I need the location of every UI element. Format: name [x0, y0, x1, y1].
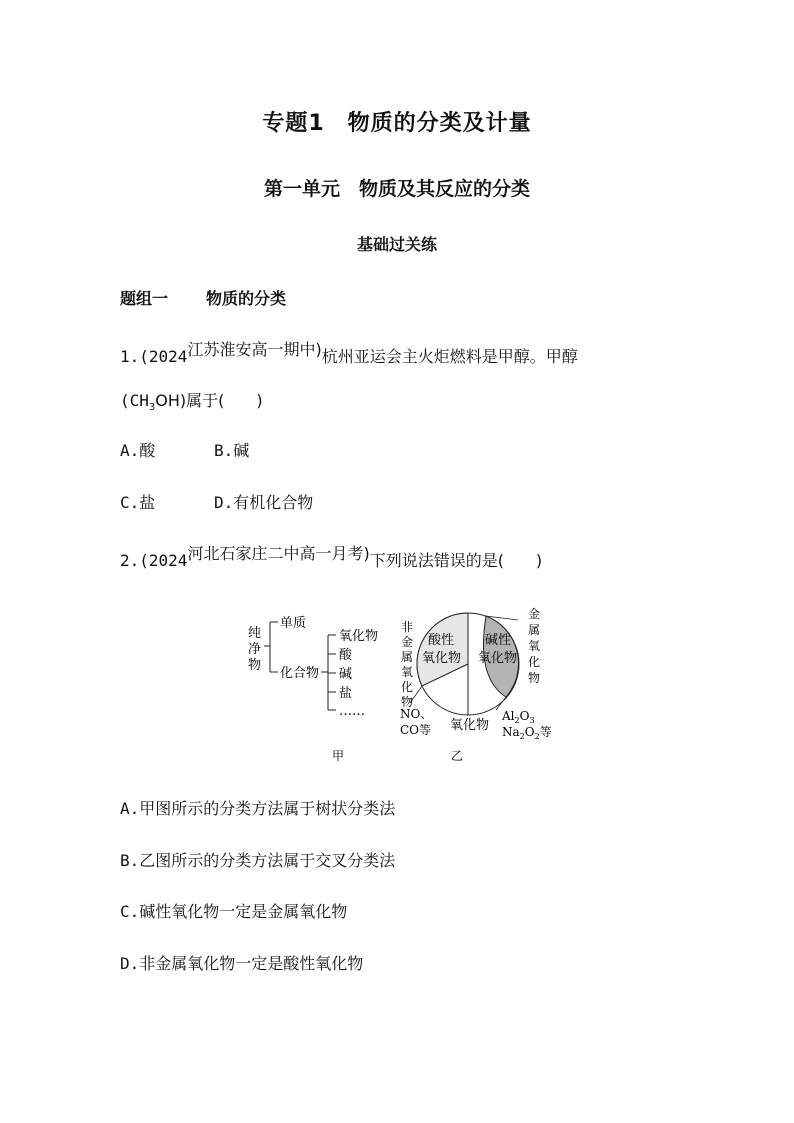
yi-no-label: NO、: [400, 707, 433, 721]
q1-option-b[interactable]: [214, 438, 249, 461]
question-2-line-1: [120, 544, 543, 571]
option-label: C.: [120, 902, 140, 921]
group-number: 题组一: [120, 289, 169, 308]
q1-formula-sub: 3: [148, 402, 156, 414]
q1-option-c[interactable]: [120, 490, 155, 513]
q1-number: 1.: [120, 347, 140, 366]
q1-option-a[interactable]: [120, 438, 155, 461]
q2-number: 2.: [120, 551, 140, 570]
yi-nonmetal-char: 金: [401, 635, 414, 649]
jia-leaf: 盐: [339, 686, 353, 701]
q1-formula-prefix: (CH: [120, 391, 149, 410]
question-1-line-2: [120, 388, 263, 413]
yi-acidic-label: 氧化物: [422, 651, 462, 666]
classification-figure: [240, 600, 560, 770]
q1-source: 江苏淮安高一期中): [187, 340, 322, 359]
q1-text-line-1: 杭州亚运会主火炬燃料是甲醇。甲醇: [321, 347, 578, 366]
option-text: 甲图所示的分类方法属于树状分类法: [139, 799, 396, 818]
option-text: 乙图所示的分类方法属于交叉分类法: [139, 851, 396, 870]
q2-option-c[interactable]: [120, 899, 347, 922]
q2-source: 河北石家庄二中高一月考): [187, 544, 370, 563]
option-text: 有机化合物: [233, 493, 314, 512]
figure-jia: [248, 616, 378, 763]
jia-root-char: 物: [248, 658, 262, 673]
yi-metal-char: 金: [528, 607, 541, 621]
option-label: A.: [120, 441, 140, 460]
jia-root-char: 净: [248, 642, 262, 657]
option-label: B.: [214, 441, 234, 460]
q1-source-year: (2024: [139, 347, 188, 366]
yi-nonmetal-char: 氧: [401, 665, 414, 679]
yi-nonmetal-char: 化: [401, 680, 414, 694]
option-text: 碱性氧化物一定是金属氧化物: [139, 902, 348, 921]
option-label: C.: [120, 493, 140, 512]
yi-nonmetal-char: 物: [401, 695, 414, 709]
yi-na2o2-label: $Na_2O_2$等: [502, 725, 552, 741]
yi-oxides-label: 氧化物: [450, 718, 490, 733]
option-label: A.: [120, 799, 140, 818]
section-title: 基础过关练: [356, 235, 437, 254]
q2-option-a[interactable]: [120, 796, 395, 819]
jia-branch-elements: 单质: [280, 616, 307, 631]
q2-text: 下列说法错误的是( ): [369, 551, 543, 570]
jia-branch-compounds: 化合物: [280, 666, 320, 681]
yi-metal-char: 属: [528, 623, 541, 637]
jia-caption: 甲: [332, 749, 345, 763]
jia-root-char: 纯: [248, 626, 262, 641]
yi-metal-char: 化: [528, 655, 541, 669]
q2-option-d[interactable]: [120, 951, 363, 974]
option-text: 盐: [139, 493, 156, 512]
question-group-heading: [120, 286, 286, 309]
yi-metal-char: 氧: [528, 639, 541, 653]
group-title: 物质的分类: [206, 289, 287, 308]
option-text: 酸: [139, 441, 156, 460]
yi-caption: 乙: [451, 749, 464, 763]
jia-leaf: ……: [339, 704, 365, 719]
yi-acidic-label: 酸性: [428, 633, 455, 648]
q2-source-year: (2024: [139, 551, 188, 570]
q2-option-b[interactable]: [120, 848, 395, 871]
jia-leaf: 氧化物: [339, 629, 379, 644]
jia-leaf: 酸: [339, 648, 353, 663]
topic-title: 专题1 物质的分类及计量: [262, 111, 532, 136]
yi-basic-label: 碱性: [485, 633, 512, 648]
option-label: D.: [214, 493, 234, 512]
option-text: 非金属氧化物一定是酸性氧化物: [139, 954, 364, 973]
option-text: 碱: [233, 441, 250, 460]
yi-basic-label: 氧化物: [478, 651, 518, 666]
option-label: D.: [120, 954, 140, 973]
unit-title: 第一单元 物质及其反应的分类: [263, 178, 530, 200]
question-1-line-1: [120, 340, 578, 367]
yi-nonmetal-char: 属: [401, 650, 414, 664]
yi-al2o3-label: $Al_2O_3$: [502, 709, 535, 725]
yi-co-label: CO等: [400, 723, 432, 737]
yi-nonmetal-char: 非: [401, 620, 414, 634]
q1-formula-suffix: OH)属于( ): [155, 391, 263, 410]
yi-metal-char: 物: [528, 671, 541, 685]
q1-option-d[interactable]: [214, 490, 313, 513]
jia-leaf: 碱: [339, 667, 353, 682]
option-label: B.: [120, 851, 140, 870]
figure-yi: [400, 606, 552, 763]
